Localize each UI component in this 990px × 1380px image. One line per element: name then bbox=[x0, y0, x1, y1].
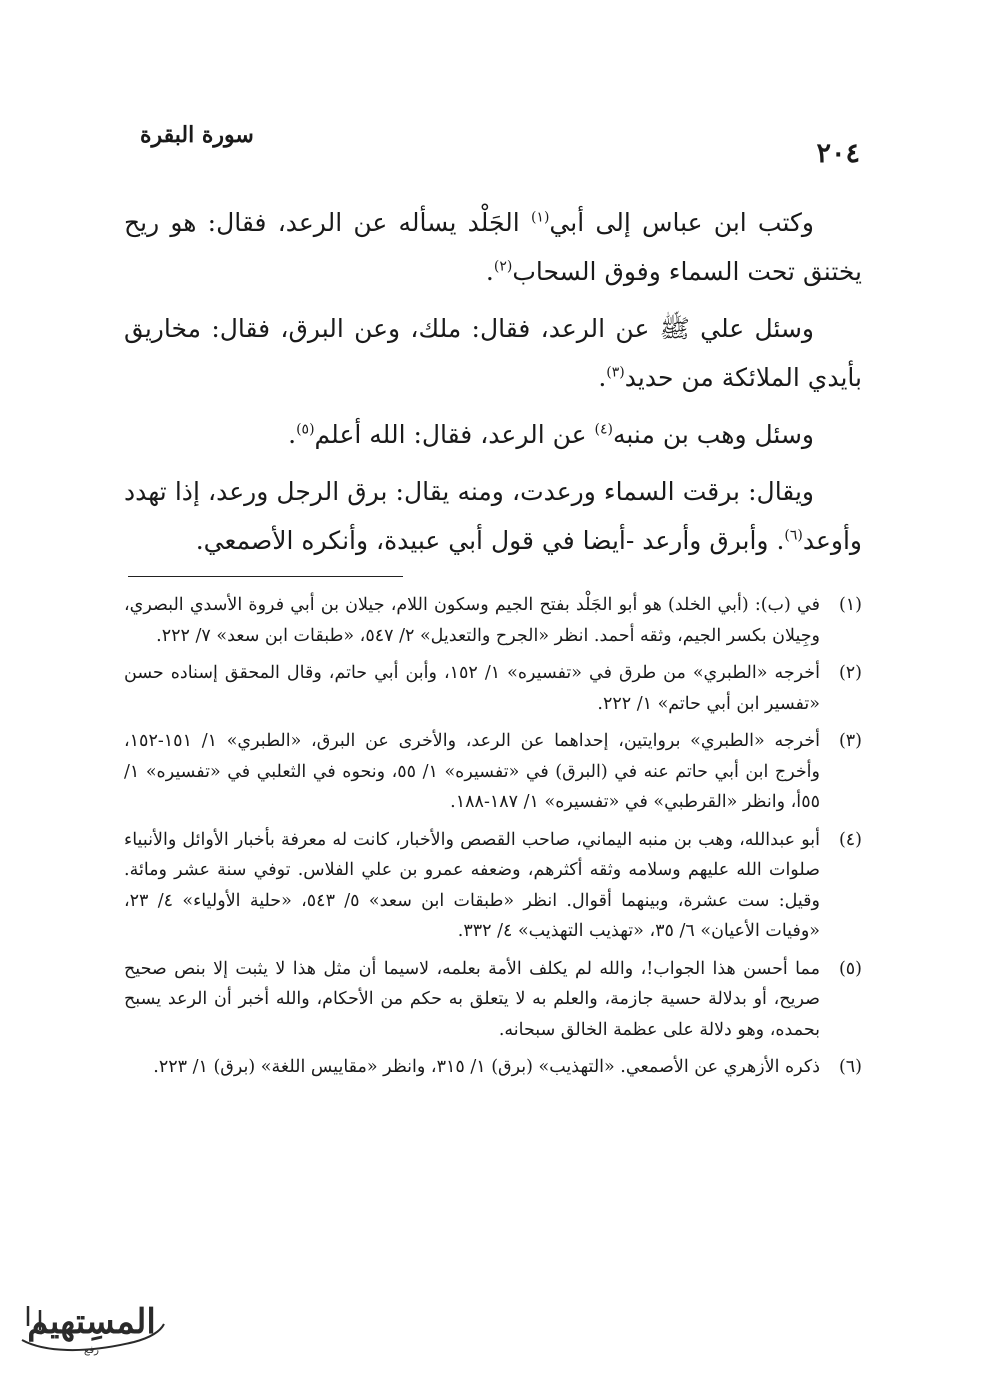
main-paragraph bbox=[124, 304, 862, 402]
footnote-divider bbox=[128, 576, 403, 577]
footnote-reference: (٣) bbox=[606, 364, 625, 381]
footnotes bbox=[124, 590, 862, 1090]
paragraph-text: . bbox=[598, 363, 607, 392]
footnote bbox=[124, 658, 862, 719]
main-paragraph bbox=[124, 410, 862, 459]
footnote bbox=[124, 726, 862, 818]
footnote-number: (١) bbox=[838, 595, 862, 615]
paragraph-text: . bbox=[288, 420, 297, 449]
footnote-reference: (٦) bbox=[784, 527, 803, 544]
paragraph-text: وسئل علي ﷺ عن الرعد، فقال: ملك، وعن البرق، فقال: مخاريق بأيدي الملائكة من حديد bbox=[124, 314, 862, 392]
main-text bbox=[124, 198, 862, 573]
footnote-text: ذكره الأزهري عن الأصمعي. «التهذيب» (برق) ١/ ٣١٥، وانظر «مقاييس اللغة» (برق) ١/ ٢٢٣. bbox=[153, 1057, 820, 1077]
footnote-number: (٥) bbox=[838, 958, 862, 979]
paragraph-text: وكتب ابن عباس إلى أبي bbox=[549, 208, 814, 237]
footnote bbox=[124, 590, 862, 651]
footnote-number: (٤) bbox=[838, 829, 862, 850]
paragraph-text: . وأبرق وأرعد -أيضا في قول أبي عبيدة، وأنكره الأصمعي. bbox=[195, 526, 785, 555]
footnote-text: أخرجه «الطبري» من طرق في «تفسيره» ١/ ١٥٢، وأبن أبي حاتم، وقال المحقق إسناده حسن «تفسير ابن أبي حاتم» ١/ ٢٢٢. bbox=[124, 663, 820, 714]
watermark-logo-text: المسِتهيم bbox=[27, 1302, 156, 1342]
paragraph-text: ويقال: برقت السماء ورعدت، ومنه يقال: برق الرجل ورعد، إذا تهدد وأوعد bbox=[124, 477, 862, 555]
paragraph-text: وسئل وهب بن منبه bbox=[612, 420, 814, 449]
footnote-text: مما أحسن هذا الجواب!، والله لم يكلف الأمة بعلمه، لاسيما أن مثل هذا لا يثبت إلا بنص صحيح صريح، أو بدلالة حسية جازمة، والعلم به لا يتعلق به حكم من الأحكام، والله أخبر أن الرعد يسبح بحمده، وهو دلالة على عظمة الخالق سبحانه. bbox=[124, 958, 820, 1040]
footnote bbox=[124, 954, 862, 1046]
footnote bbox=[124, 1052, 862, 1083]
paragraph-text: الجَلْد يسأله عن الرعد، فقال: هو ريح يختنق تحت السماء وفوق السحاب bbox=[124, 208, 862, 286]
footnote-reference: (٥) bbox=[296, 421, 315, 438]
footnote-number: (٦) bbox=[838, 1057, 862, 1077]
footnote bbox=[124, 825, 862, 947]
paragraph-text: . bbox=[485, 257, 494, 286]
footnote-reference: (٢) bbox=[493, 258, 513, 275]
main-paragraph bbox=[124, 467, 862, 565]
main-paragraph bbox=[124, 198, 862, 296]
watermark-logo bbox=[14, 1296, 169, 1366]
footnote-text: أبو عبدالله، وهب بن منبه اليماني، صاحب القصص والأخبار، كانت له معرفة بأخبار الأوائل والأنبياء صلوات الله عليهم وسلامه وثقه أكثرهم، وضعفه عمرو بن علي الفلاس. توفي سنة عشر ومائة. وقيل: ست عشرة، وبينهما أقوال. انظر «طبقات ابن سعد» ٥/ ٥٤٣، «حلية الأولياء» ٤/ ٢٣، «وفيات الأعيان» ٦/ ٣٥، «تهذيب التهذيب» ٤/ ٣٣٢. bbox=[124, 829, 820, 941]
footnote-text: في (ب): (أبي الخلد) هو أبو الجَلْد بفتح الجيم وسكون اللام، جيلان بن أبي فروة الأسدي البصري، وجِيلان بكسر الجيم، وثقه أحمد. انظر «الجرح والتعديل» ٢/ ٥٤٧، «طبقات ابن سعد» ٧/ ٢٢٢. bbox=[124, 595, 820, 646]
footnote-number: (٣) bbox=[838, 731, 862, 751]
paragraph-text: عن الرعد، فقال: الله أعلم bbox=[314, 420, 595, 449]
watermark-subtitle: رفع bbox=[84, 1345, 99, 1356]
footnote-number: (٢) bbox=[838, 663, 862, 683]
footnote-text: أخرجه «الطبري» بروايتين، إحداهما عن الرعد، والأخرى عن البرق، «الطبري» ١/ ١٥١-١٥٢، وأخرج ابن أبي حاتم عنه في (البرق) في «تفسيره» ١/ ٥٥، ونحوه في الثعلبي في «تفسيره» ١/ ٥٥أ، وانظر «القرطبي» في «تفسيره» ١/ ١٨٧-١٨٨. bbox=[124, 731, 820, 812]
page-header bbox=[130, 122, 860, 172]
footnote-reference: (٤) bbox=[594, 421, 613, 438]
page-number: ٢٠٤ bbox=[816, 138, 860, 169]
footnote-reference: (١) bbox=[530, 209, 550, 226]
running-title: سورة البقرة bbox=[140, 122, 254, 148]
